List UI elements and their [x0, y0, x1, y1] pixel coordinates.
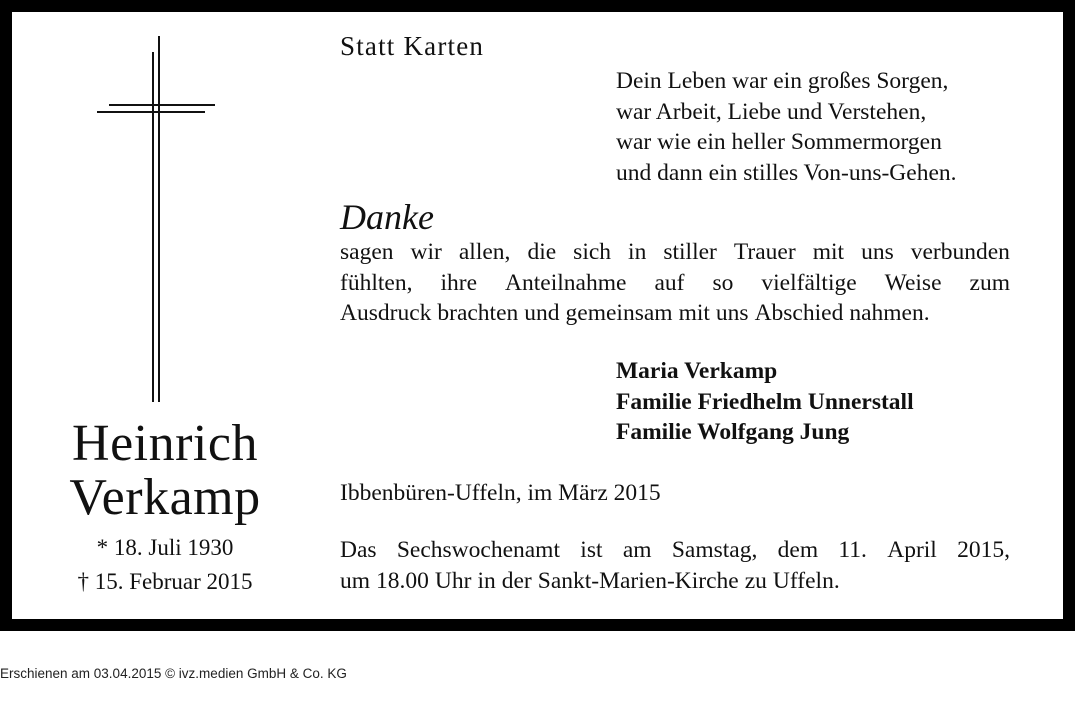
word: April	[887, 537, 937, 563]
thanks-line	[340, 237, 1010, 268]
word: in	[628, 239, 647, 265]
word: fühlten,	[340, 269, 413, 296]
word: mit	[678, 300, 710, 326]
word: am	[622, 537, 652, 563]
word: nahmen.	[849, 300, 930, 326]
word: gemeinsam	[565, 300, 673, 326]
word: der	[501, 567, 532, 594]
word: Sechswochenamt	[396, 537, 560, 563]
word: 11.	[838, 537, 867, 563]
place-date: Ibbenbüren-Uffeln, im März 2015	[340, 480, 661, 506]
word: Weise	[884, 269, 942, 296]
word: brachten	[437, 300, 519, 326]
poem-line: und dann ein stilles Von-uns-Gehen.	[616, 159, 957, 186]
word: in	[477, 567, 496, 594]
signatory: Familie Friedhelm Unnerstall	[616, 388, 914, 415]
memorial-mass-info	[340, 535, 1010, 596]
thanks-text	[340, 237, 1010, 329]
word: und	[524, 300, 560, 326]
word: Das	[340, 537, 377, 563]
word: ist	[580, 537, 603, 563]
cross-icon	[97, 36, 219, 402]
word: uns	[861, 239, 894, 265]
deceased-last-name: Verkamp	[69, 469, 261, 526]
word: dem	[777, 537, 819, 563]
word: sich	[573, 239, 612, 265]
word: wir	[410, 239, 442, 265]
poem-line: war Arbeit, Liebe und Verstehen,	[616, 98, 927, 125]
word: allen,	[458, 239, 511, 265]
thanks-line	[340, 298, 1010, 329]
word: Uhr	[434, 567, 472, 594]
word: Anteilnahme	[505, 269, 627, 296]
word: Sankt-Marien-Kirche	[537, 567, 739, 594]
mass-line	[340, 566, 1010, 597]
word: verbunden	[910, 239, 1010, 265]
signatories	[616, 356, 914, 448]
poem-line: Dein Leben war ein großes Sorgen,	[616, 68, 949, 94]
poem	[616, 66, 957, 188]
publication-footer: Erschienen am 03.04.2015 © ivz.medien GmbH & Co. KG	[0, 666, 347, 681]
signatory: Familie Wolfgang Jung	[616, 419, 850, 445]
notice-card	[12, 12, 1063, 619]
word: Abschied	[754, 300, 844, 326]
word: die	[527, 239, 557, 265]
death-date: † 15. Februar 2015	[77, 569, 253, 594]
deceased-first-name: Heinrich	[72, 415, 258, 472]
word: so	[712, 269, 734, 296]
poem-line: war wie ein heller Sommermorgen	[616, 129, 942, 155]
word: Ausdruck	[340, 300, 432, 326]
signatory: Maria Verkamp	[616, 358, 778, 384]
word: mit	[812, 239, 845, 265]
word: 18.00	[376, 567, 429, 594]
word: um	[340, 567, 371, 594]
word: zum	[969, 269, 1010, 296]
word: Samstag,	[671, 537, 758, 563]
word: uns	[715, 300, 749, 326]
thanks-title: Danke	[340, 197, 434, 237]
word: zu	[744, 567, 767, 594]
word: 2015,	[957, 537, 1010, 563]
birth-date: * 18. Juli 1930	[96, 535, 234, 560]
mass-line	[340, 535, 1010, 566]
word: sagen	[340, 239, 394, 265]
word: auf	[654, 269, 685, 296]
thanks-line	[340, 268, 1010, 299]
word: Uffeln.	[772, 567, 840, 594]
word: vielfältige	[761, 269, 857, 296]
word: Trauer	[733, 239, 796, 265]
notice-heading: Statt Karten	[340, 31, 485, 61]
word: stiller	[663, 239, 717, 265]
word: ihre	[440, 269, 478, 296]
